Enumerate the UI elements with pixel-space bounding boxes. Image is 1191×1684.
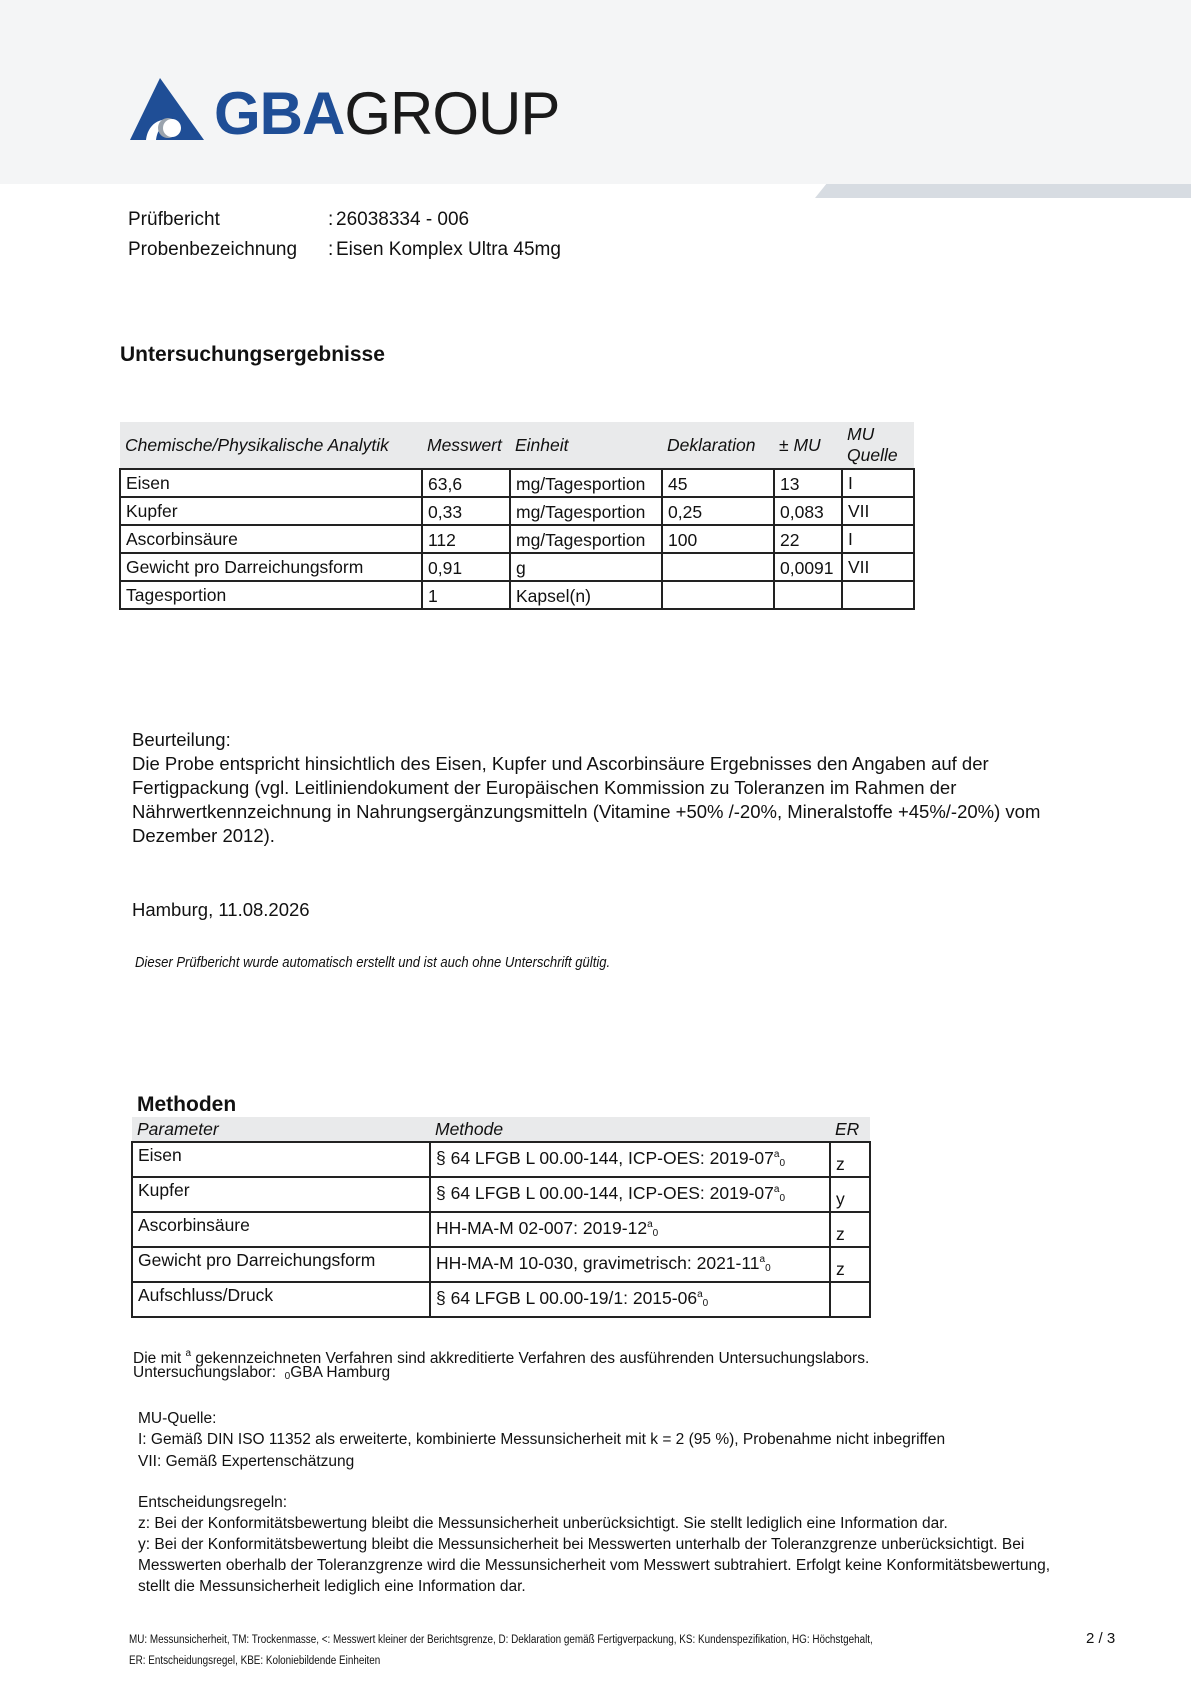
declaration-cell: 100	[662, 525, 774, 553]
accredited-mark: a	[759, 1254, 766, 1265]
value-cell: 63,6	[422, 469, 510, 497]
lab-label: Untersuchungslabor:	[133, 1364, 277, 1381]
brand-logo	[214, 82, 559, 146]
param-cell: Tagesportion	[120, 581, 422, 609]
sample-name-value: Eisen Komplex Ultra 45mg	[336, 239, 561, 260]
table-row	[120, 469, 914, 497]
results-heading: Untersuchungsergebnisse	[120, 343, 385, 366]
lab-mark: 0	[284, 1371, 291, 1382]
lab-value: GBA Hamburg	[290, 1364, 391, 1381]
unit-cell: mg/Tagesportion	[510, 525, 662, 553]
logo-bold-text: GBA	[214, 80, 345, 147]
table-row	[132, 1282, 870, 1317]
accredited-mark: a	[185, 1348, 192, 1359]
methods-header-row	[132, 1117, 870, 1142]
mu-cell: 0,083	[774, 497, 842, 525]
method-param-cell: Gewicht pro Darreichungsform	[132, 1247, 430, 1282]
mu-cell: 22	[774, 525, 842, 553]
er-cell: z	[830, 1212, 870, 1247]
accredited-mark: a	[773, 1184, 780, 1195]
col-unit: Einheit	[510, 422, 662, 469]
param-cell: Kupfer	[120, 497, 422, 525]
decision-rule-y: y: Bei der Konformitätsbewertung bleibt die Messunsicherheit bei Messwerten unterhalb der Toleranzgrenze unberücksichtigt. Bei Messwerten oberhalb der Toleranzgrenze wird die Messunsicherheit vom Messwert subtrahiert. Erfolgt keine Konformitätsbewertung, stellt die Messunsicherheit lediglich eine Information dar.	[138, 1536, 1051, 1595]
accredited-mark: a	[647, 1219, 653, 1230]
table-row	[132, 1247, 870, 1282]
report-number-value: 26038334 - 006	[336, 209, 470, 230]
accredited-note-post: gekennzeichneten Verfahren sind akkreditierte Verfahren des ausführenden Untersuchungslabors.	[195, 1350, 870, 1367]
lab-mark: 0	[702, 1298, 709, 1309]
mu-source-cell: I	[842, 525, 914, 553]
method-param-cell: Ascorbinsäure	[132, 1212, 430, 1247]
er-cell: y	[830, 1177, 870, 1212]
accredited-mark: a	[773, 1149, 780, 1160]
table-row	[120, 581, 914, 609]
value-cell: 1	[422, 581, 510, 609]
unit-cell: Kapsel(n)	[510, 581, 662, 609]
footer-line-1: MU: Messunsicherheit, TM: Trockenmasse, <: Messwert kleiner der Berichtsgrenze, D: Deklaration gemäß Fertigverpackung, KS: Kundenspezifikation, HG: Höchstgehalt,	[129, 1634, 873, 1646]
table-row	[132, 1212, 870, 1247]
col-method: Methode	[430, 1117, 830, 1142]
declaration-cell: 45	[662, 469, 774, 497]
method-param-cell: Aufschluss/Druck	[132, 1282, 430, 1317]
method-cell	[430, 1142, 830, 1177]
accredited-note-pre: Die mit	[133, 1350, 182, 1367]
auto-generated-note: Dieser Prüfbericht wurde automatisch erstellt und ist auch ohne Unterschrift gültig.	[135, 955, 611, 971]
report-number-row	[128, 208, 469, 232]
lab-mark: 0	[652, 1228, 659, 1239]
col-measured: Messwert	[422, 422, 510, 469]
method-text: § 64 LFGB L 00.00-144, ICP-OES: 2019-07	[436, 1183, 774, 1203]
col-mu-source-line2: Quelle	[847, 445, 898, 465]
report-number-separator: :	[328, 209, 334, 230]
decision-rules-title: Entscheidungsregeln:	[138, 1494, 288, 1511]
lab-mark: 0	[779, 1158, 786, 1169]
gba-triangle-logo-icon	[130, 78, 204, 140]
er-cell	[830, 1282, 870, 1317]
method-param-cell: Kupfer	[132, 1177, 430, 1212]
mu-cell: 0,0091	[774, 553, 842, 581]
table-row	[120, 525, 914, 553]
page-number: 2 / 3	[1086, 1630, 1116, 1647]
mu-source-cell: VII	[842, 497, 914, 525]
mu-source-i: I: Gemäß DIN ISO 11352 als erweiterte, kombinierte Messunsicherheit mit k = 2 (95 %), Probenahme nicht inbegriffen	[138, 1431, 946, 1448]
mu-cell	[774, 581, 842, 609]
declaration-cell	[662, 553, 774, 581]
report-number-label: Prüfbericht	[128, 209, 220, 230]
col-mu-source	[842, 422, 914, 469]
mu-source-cell: VII	[842, 553, 914, 581]
sample-name-separator: :	[328, 239, 334, 260]
method-param-cell: Eisen	[132, 1142, 430, 1177]
mu-cell: 13	[774, 469, 842, 497]
results-header-row	[120, 422, 914, 469]
assessment-label: Beurteilung:	[132, 729, 231, 750]
methods-table	[131, 1117, 871, 1318]
unit-cell: mg/Tagesportion	[510, 469, 662, 497]
col-mu: ± MU	[774, 422, 842, 469]
method-cell	[430, 1212, 830, 1247]
place-date: Hamburg, 11.08.2026	[132, 899, 310, 920]
table-row	[132, 1177, 870, 1212]
mu-source-vii: VII: Gemäß Expertenschätzung	[138, 1453, 355, 1470]
table-row	[120, 497, 914, 525]
method-cell	[430, 1247, 830, 1282]
footer-abbreviations	[129, 1630, 873, 1672]
mu-source-cell	[842, 581, 914, 609]
lab-note	[133, 1362, 390, 1387]
value-cell: 0,91	[422, 553, 510, 581]
method-cell	[430, 1177, 830, 1212]
col-analytics: Chemische/Physikalische Analytik	[120, 422, 422, 469]
mu-source-cell: I	[842, 469, 914, 497]
logo-light-text: GROUP	[344, 80, 560, 147]
declaration-cell: 0,25	[662, 497, 774, 525]
assessment-text: Die Probe entspricht hinsichtlich des Eisen, Kupfer und Ascorbinsäure Ergebnisses den Angaben auf der Fertigpackung (vgl. Leitliniendokument der Europäischen Kommission zu Toleranzen im Rahmen der Nährwertkennzeichnung in Nahrungsergänzungsmitteln (Vitamine +50% /-20%, Mineralstoffe +45%/-20%) vom Dezember 2012).	[132, 753, 1041, 846]
footer-line-2: ER: Entscheidungsregel, KBE: Koloniebildende Einheiten	[129, 1655, 381, 1667]
decision-rule-z: z: Bei der Konformitätsbewertung bleibt die Messunsicherheit unberücksichtigt. Sie stellt lediglich eine Information dar.	[138, 1515, 948, 1532]
value-cell: 0,33	[422, 497, 510, 525]
param-cell: Eisen	[120, 469, 422, 497]
methods-heading: Methoden	[137, 1093, 237, 1116]
param-cell: Gewicht pro Darreichungsform	[120, 553, 422, 581]
accredited-mark: a	[697, 1289, 703, 1300]
lab-mark: 0	[779, 1193, 786, 1204]
unit-cell: g	[510, 553, 662, 581]
col-parameter: Parameter	[132, 1117, 430, 1142]
col-declaration: Deklaration	[662, 422, 774, 469]
declaration-cell	[662, 581, 774, 609]
header-divider-accent	[815, 184, 1191, 198]
lab-mark: 0	[765, 1263, 771, 1274]
method-cell	[430, 1282, 830, 1317]
method-text: § 64 LFGB L 00.00-19/1: 2015-06	[436, 1288, 698, 1308]
mu-source-title: MU-Quelle:	[138, 1410, 217, 1427]
method-text: HH-MA-M 10-030, gravimetrisch: 2021-11	[436, 1253, 760, 1273]
value-cell: 112	[422, 525, 510, 553]
results-table	[119, 422, 915, 610]
unit-cell: mg/Tagesportion	[510, 497, 662, 525]
param-cell: Ascorbinsäure	[120, 525, 422, 553]
sample-name-label: Probenbezeichnung	[128, 239, 298, 260]
er-cell: z	[830, 1247, 870, 1282]
sample-name-row	[128, 238, 561, 262]
table-row	[132, 1142, 870, 1177]
method-text: HH-MA-M 02-007: 2019-12	[436, 1218, 648, 1238]
col-mu-source-line1: MU	[847, 424, 875, 444]
method-text: § 64 LFGB L 00.00-144, ICP-OES: 2019-07	[436, 1148, 774, 1168]
col-er: ER	[830, 1117, 870, 1142]
er-cell: z	[830, 1142, 870, 1177]
table-row	[120, 553, 914, 581]
